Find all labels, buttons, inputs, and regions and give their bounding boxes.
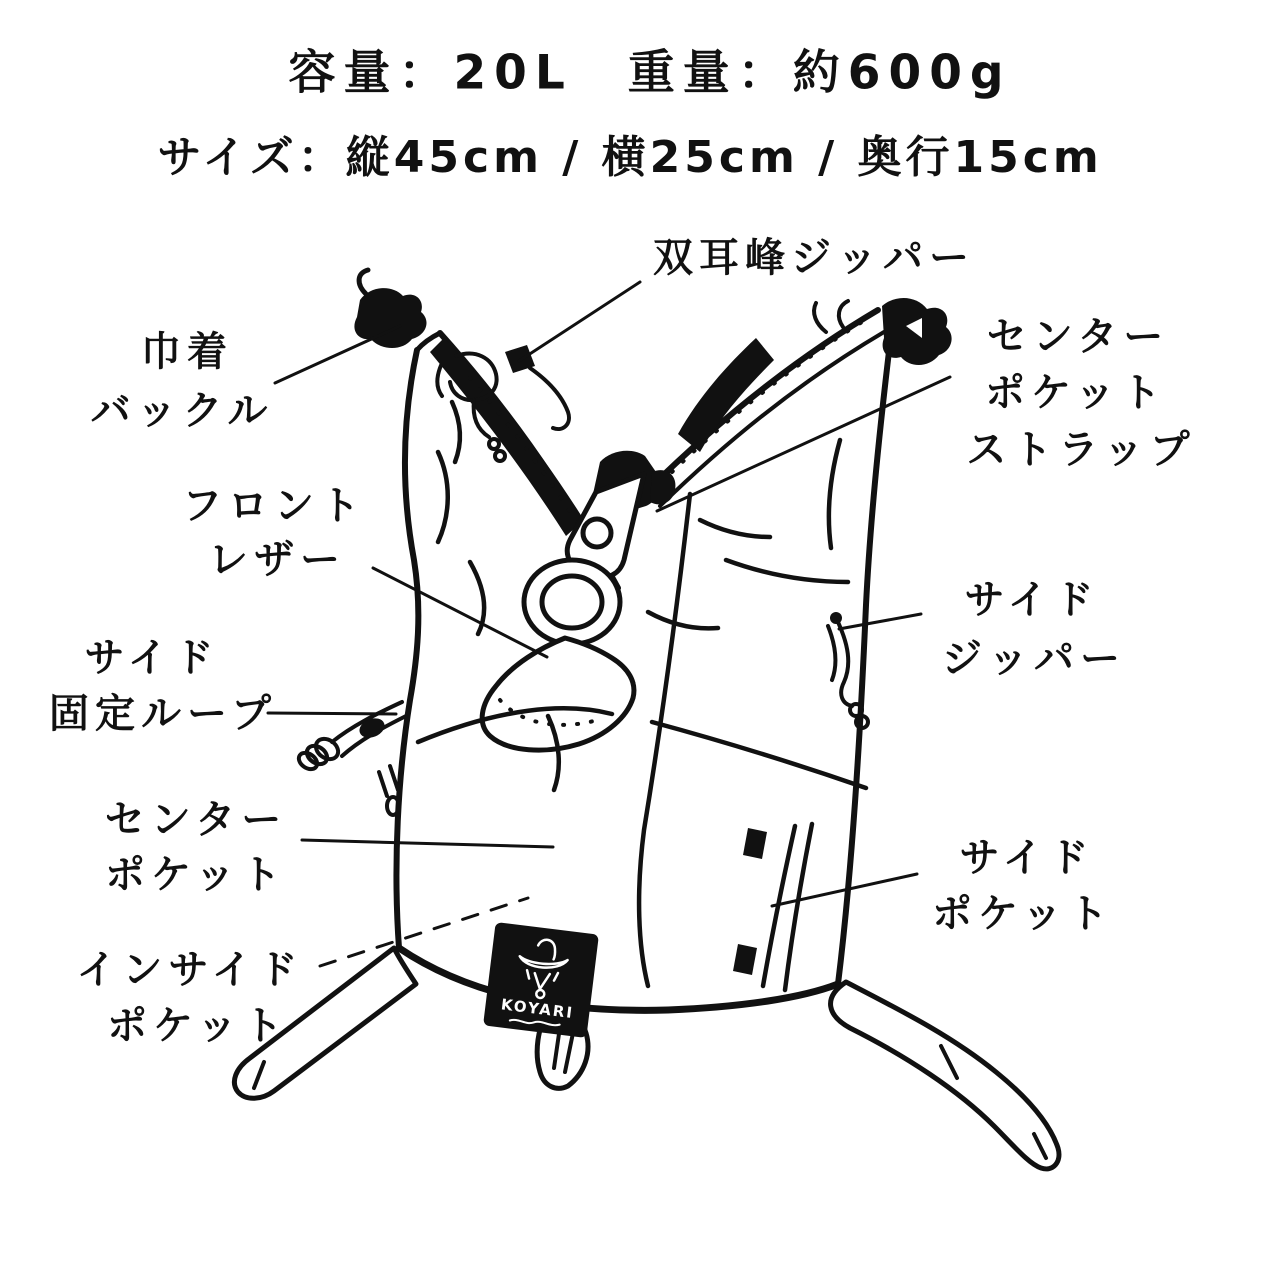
- leader-front-leather: [373, 568, 547, 657]
- callout-line: ポケット: [985, 370, 1167, 416]
- callout-line: 双耳峰ジッパー: [653, 235, 975, 281]
- bag-left-edge: [396, 350, 418, 948]
- edge-mark: [390, 766, 398, 790]
- edge-loop: [387, 797, 399, 815]
- right-flap-wrinkle-2: [829, 440, 840, 548]
- callout-line: バックル: [90, 388, 274, 434]
- callout-line: レザー: [208, 537, 346, 583]
- leader-side-zipper: [839, 614, 921, 629]
- drawstring-bead-2: [495, 451, 505, 461]
- below-ring-wrinkle: [648, 612, 718, 628]
- wrinkle: [438, 452, 448, 542]
- callout-line: サイド: [84, 635, 220, 681]
- webbing-tab-2: [733, 944, 757, 975]
- leader-twin-peak-zipper: [519, 282, 640, 361]
- koyari-brand-text: KOYARI: [499, 995, 575, 1023]
- d-ring-inner: [542, 576, 602, 628]
- callout-line: 巾着: [141, 329, 233, 375]
- side-zipper-cord-2: [828, 626, 835, 680]
- leader-drawstring-buckle: [275, 326, 400, 383]
- strap-snap-button: [583, 519, 611, 547]
- front-leather-piece: [482, 638, 634, 750]
- callout-line: インサイド: [76, 947, 304, 993]
- logo-patch-bg: [483, 922, 599, 1038]
- callout-line: フロント: [182, 483, 366, 529]
- callout-line: センター: [986, 314, 1170, 360]
- left-cordlock-hook: [359, 270, 368, 294]
- shoulder-strap-right: [831, 982, 1059, 1169]
- spec-capacity-weight: 容量：20L 重量：約600g: [288, 45, 1012, 101]
- edge-mark-2: [379, 772, 387, 796]
- right-flap-wrinkle: [726, 560, 848, 582]
- zipper-pull-cord: [530, 368, 569, 429]
- right-ear-cord-2: [839, 301, 848, 327]
- bag-bottom-edge: [399, 948, 838, 1010]
- left-cordlock-buckle: [354, 288, 426, 348]
- callout-line: ポケット: [105, 852, 287, 898]
- side-zipper-ring: [850, 704, 862, 716]
- callout-line: ジッパー: [942, 636, 1126, 682]
- left-zipper-black-band: [430, 338, 584, 536]
- webbing-tab: [743, 828, 767, 859]
- right-flap-wrinkle-3: [700, 520, 770, 537]
- logo-patch: [483, 922, 599, 1038]
- callout-line: ポケット: [107, 1003, 289, 1049]
- center-strap-clip-wing: [650, 470, 675, 504]
- leader-side-fixing-loop: [268, 713, 396, 714]
- callout-line: サイド: [964, 577, 1100, 623]
- leader-center-pocket: [302, 840, 553, 847]
- center-crease-right: [652, 722, 866, 788]
- drawstring-bead: [489, 439, 499, 449]
- callout-line: センター: [104, 797, 288, 843]
- callout-line: 固定ループ: [49, 691, 277, 737]
- callout-line: サイド: [959, 835, 1095, 881]
- callout-line: ストラップ: [966, 427, 1196, 473]
- backpack-drawing: [234, 270, 1059, 1169]
- right-ear-cord: [814, 303, 826, 332]
- spec-size: サイズ：縦45cm / 横25cm / 奥行15cm: [157, 132, 1103, 183]
- side-zipper-cord: [838, 622, 852, 706]
- wrinkle: [452, 402, 460, 462]
- fixing-loop-toggle: [357, 715, 388, 741]
- center-pocket-fold: [639, 494, 690, 986]
- callout-line: ポケット: [932, 891, 1114, 937]
